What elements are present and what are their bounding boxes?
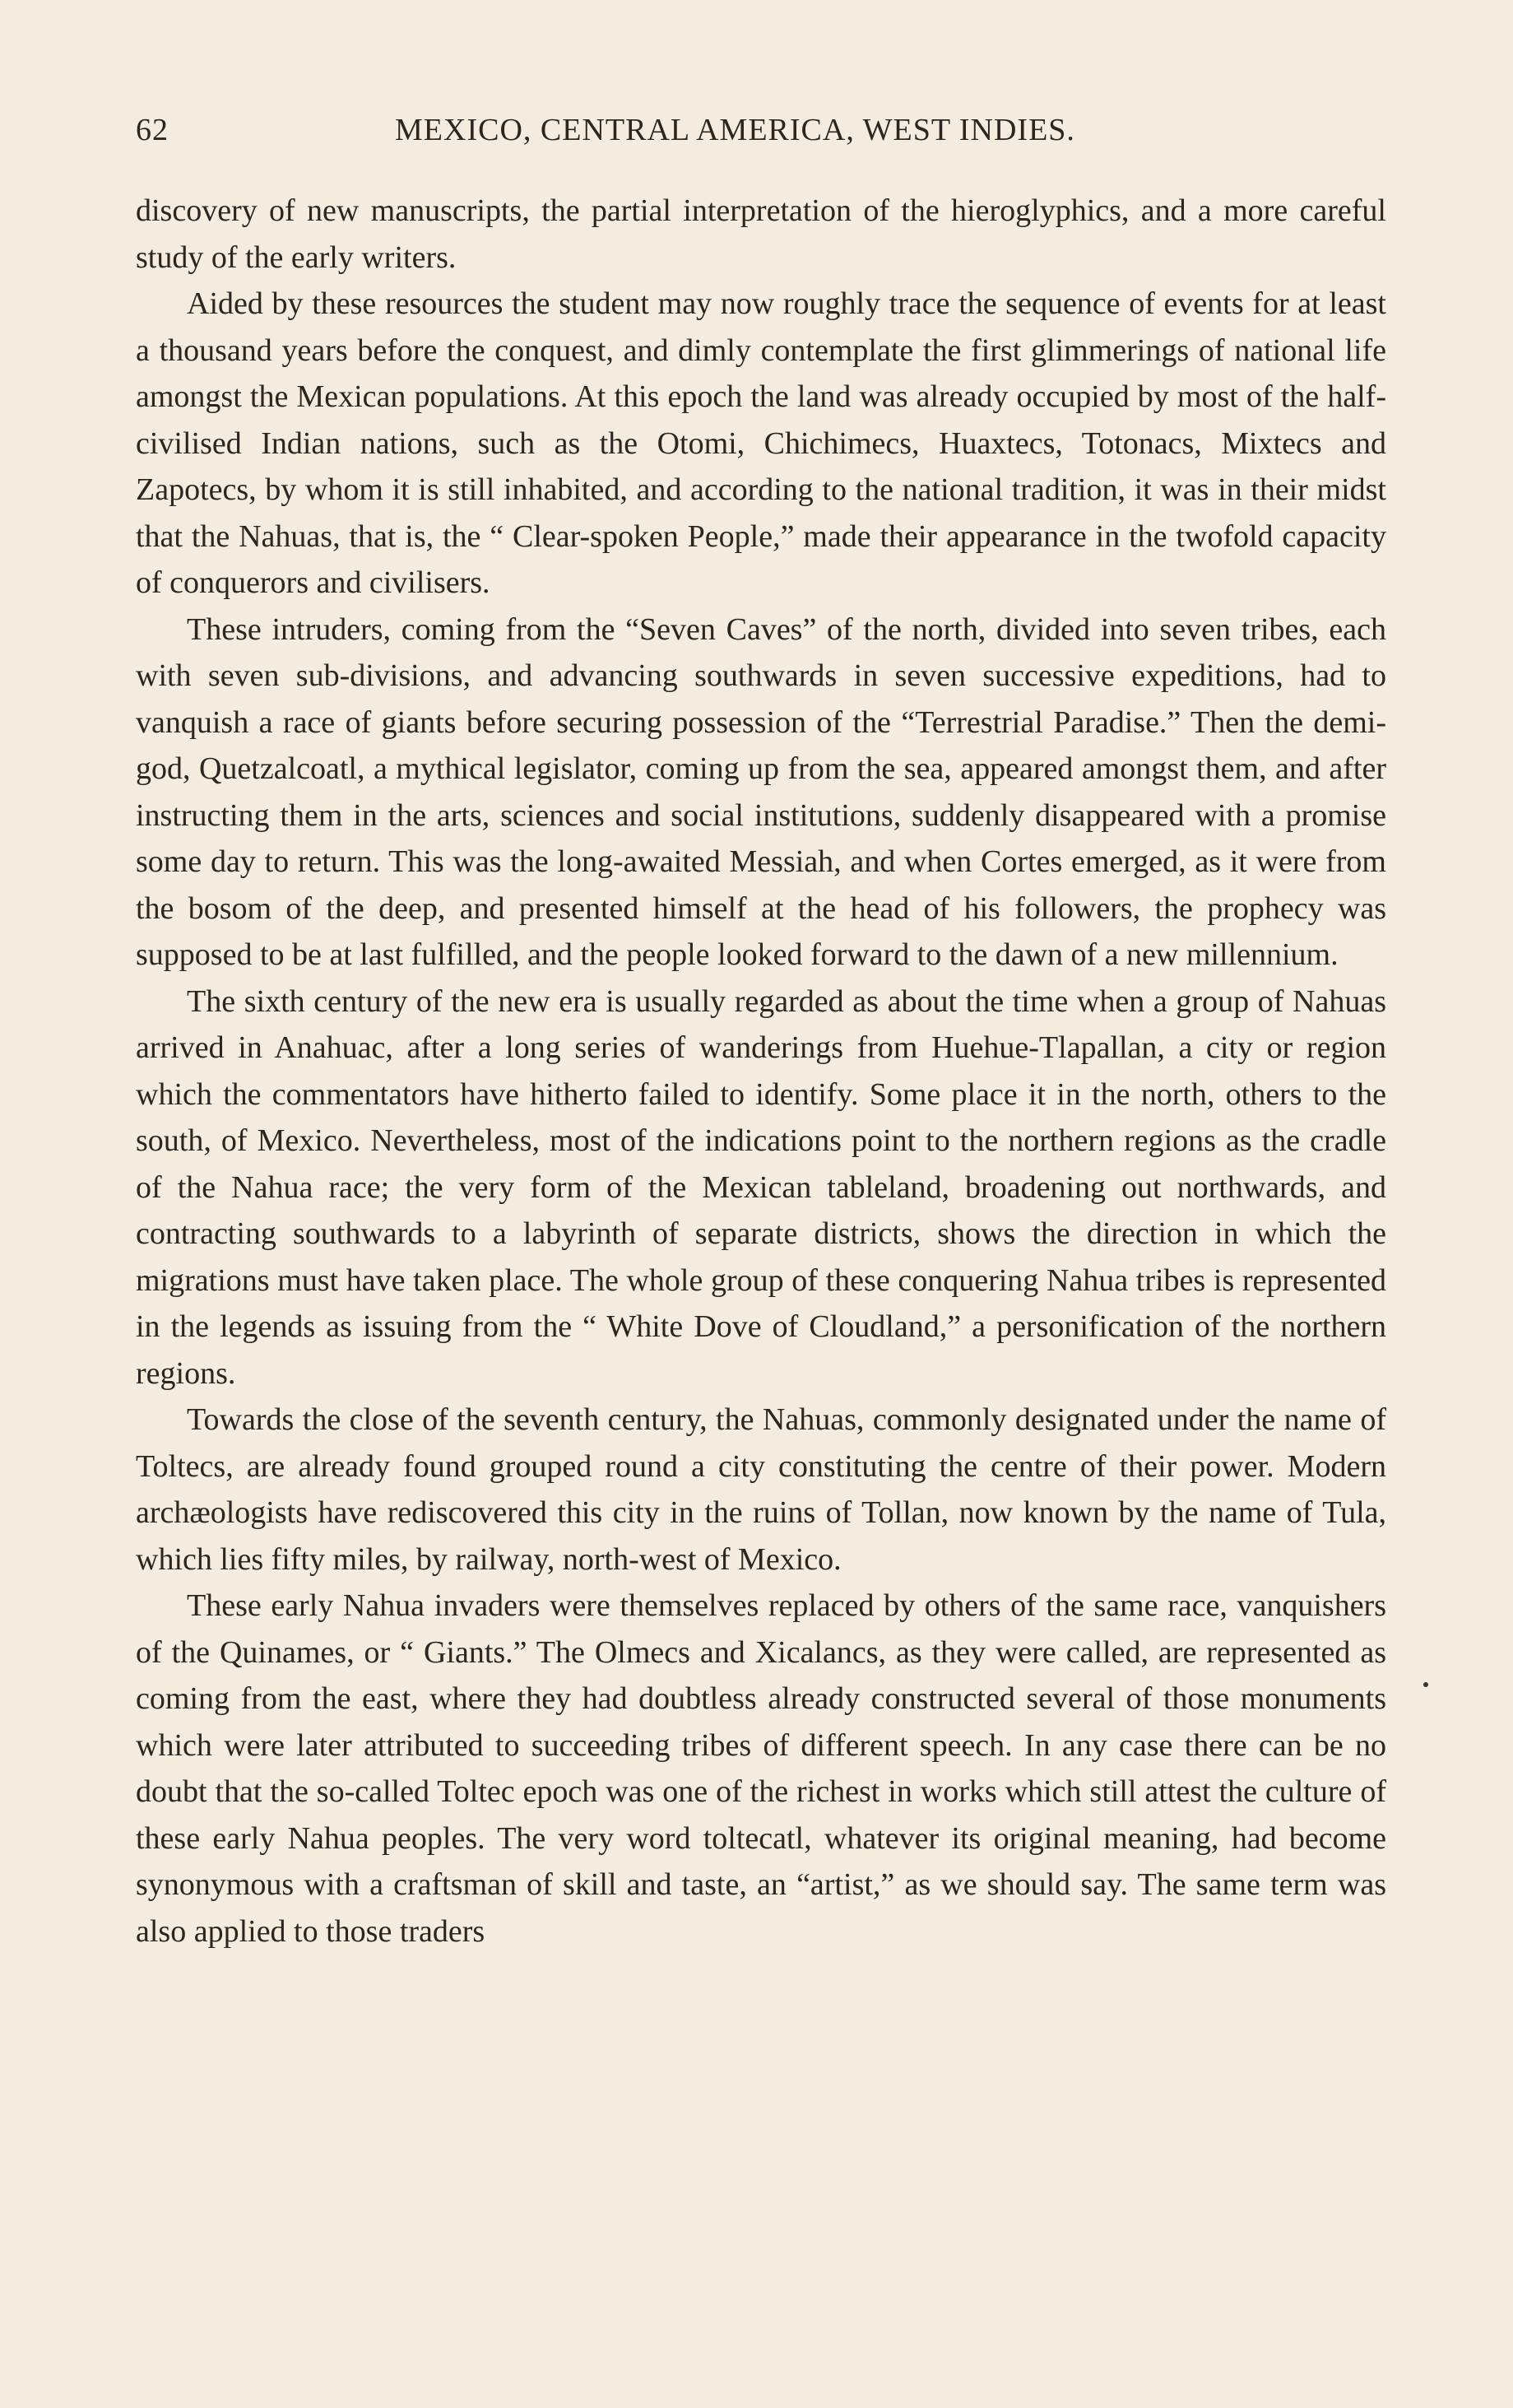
running-title: MEXICO, CENTRAL AMERICA, WEST INDIES. bbox=[395, 113, 1075, 147]
paragraph: Towards the close of the seventh century, the Nahuas, commonly designated under the name of Toltecs, are already found grouped round a city constituting the centre of their power. Modern archæologists have rediscovered this city in the ruins of Tollan, now known by the name of Tula, which lies fifty miles, by railway, north-west of Mexico. bbox=[136, 1402, 1386, 1577]
paragraph: The sixth century of the new era is usually regarded as about the time when a group of Nahuas arrived in Anahuac, after a long series of wanderings from Huehue-Tlapallan, a city or region which the commentators have hitherto failed to identify. Some place it in the north, others to the south, of Mexico. Nevertheless, most of the indications point to the northern regions as the cradle of the Nahua race; the very form of the Mexican tableland, broadening out northwards, and contracting southwards to a labyrinth of separate districts, shows the direction in which the migrations must have taken place. The whole group of these conquering Nahua tribes is represented in the legends as issuing from the “ White Dove of Cloudland,” a personification of the northern regions. bbox=[136, 983, 1386, 1391]
paragraph: Aided by these resources the student may now roughly trace the sequence of events for at least a thousand years before the conquest, and dimly contemplate the first glimmerings of national life amongst the Mexican populations. At this epoch the land was already occupied by most of the half-civilised Indian nations, such as the Otomi, Chichimecs, Huaxtecs, Totonacs, Mixtecs and Zapotecs, by whom it is still inhabited, and according to the national tradition, it was in their midst that the Nahuas, that is, the “ Clear-spoken People,” made their appearance in the twofold capacity of conquerors and civilisers. bbox=[136, 286, 1386, 600]
ink-speck bbox=[1423, 1682, 1428, 1687]
paragraph: These early Nahua invaders were themselves replaced by others of the same race, vanquishers of the Quinames, or “ Giants.” The Olmecs and Xicalancs, as they were called, are represented as coming from the east, where they had doubtless already constructed several of those monuments which were later attributed to succeeding tribes of different speech. In any case there can be no doubt that the so-called Toltec epoch was one of the richest in works which still attest the culture of these early Nahua peoples. The very word toltecatl, whatever its original meaning, had become synonymous with a craftsman of skill and taste, an “artist,” as we should say. The same term was also applied to those traders bbox=[136, 1588, 1386, 1949]
running-head bbox=[136, 112, 1386, 161]
paragraph: These intruders, coming from the “Seven Caves” of the north, divided into seven tribes, each with seven sub-divisions, and advancing southwards in seven successive expeditions, had to vanquish a race of giants before securing possession of the “Terrestrial Paradise.” Then the demi-god, Quetzalcoatl, a mythical legislator, coming up from the sea, appeared amongst them, and after instructing them in the arts, sciences and social institutions, suddenly disappeared with a promise some day to return. This was the long-awaited Messiah, and when Cortes emerged, as it were from the bosom of the deep, and presented himself at the head of his followers, the prophecy was supposed to be at last fulfilled, and the people looked forward to the dawn of a new millennium. bbox=[136, 611, 1386, 972]
body-text bbox=[136, 188, 1386, 1955]
page-number: 62 bbox=[136, 113, 169, 147]
paragraph-continued: discovery of new manuscripts, the partial interpretation of the hieroglyphics, and a more careful study of the early writers. bbox=[136, 193, 1386, 275]
